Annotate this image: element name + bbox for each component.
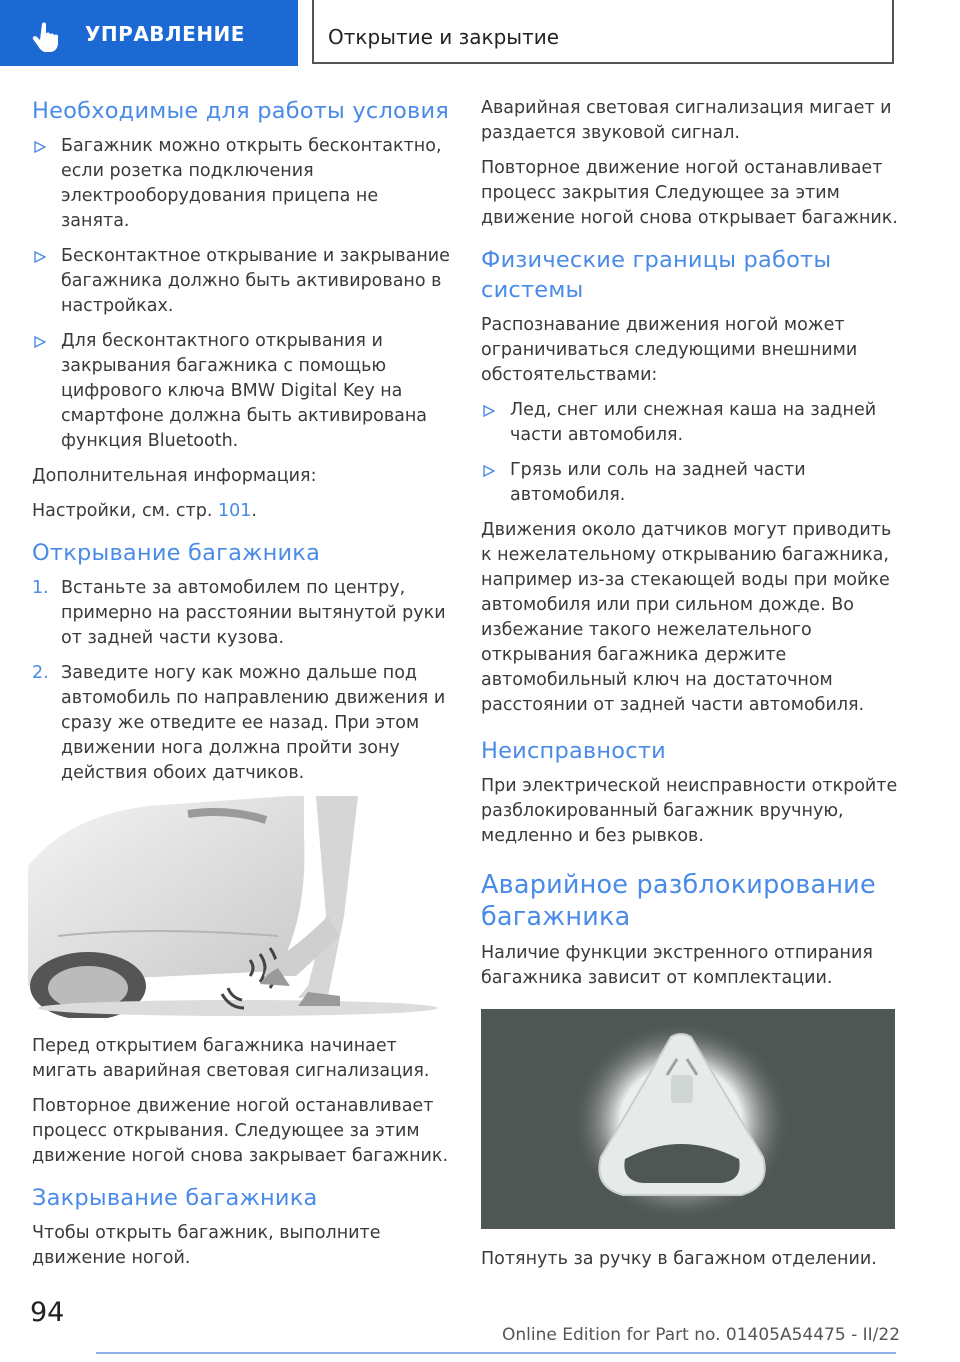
faults-paragraph: При электрической неисправности откройте разблокированный багажник вручную, медленно и без рывков. <box>481 776 898 846</box>
list-item: 2. Заведите ногу как можно дальше под автомобиль по направлению движения и сразу же отведите ее назад. При этом движении нога должна пройти зону действия обоих датчиков. <box>32 663 446 783</box>
page-number: 94 <box>30 1297 65 1328</box>
triangle-bullet-icon <box>34 251 46 263</box>
chapter-title: Открытие и закрытие <box>328 25 560 49</box>
closing-heading: Закрывание багажника <box>32 1185 318 1211</box>
hand-pointer-icon <box>30 20 64 54</box>
list-item: 1. Встаньте за автомобилем по центру, примерно на расстоянии вытянутой руки от задней части кузова. <box>32 578 446 648</box>
list-item: Грязь или соль на задней части автомобиля. <box>481 458 901 508</box>
triangle-bullet-icon <box>34 141 46 153</box>
right-column <box>481 96 901 1282</box>
limits-list <box>481 398 901 508</box>
emergency-paragraph: Наличие функции экстренного отпирания багажника зависит от комплектации. <box>481 943 873 988</box>
settings-reference: Настройки, см. стр. 101. <box>32 501 257 521</box>
opening-paragraph-1: Перед открытием багажника начинает мигать аварийная световая сигнализация. <box>32 1036 430 1081</box>
limits-paragraph: Движения около датчиков могут приводить к нежелательному открыванию багажника, например из-за стекающей воды при мойке автомобиля или при сильном дожде. Во избежание такого нежелательного открывания багажника держите автомобильный ключ на достаточном расстоянии от задней части автомобиля. <box>481 520 892 715</box>
list-item: Бесконтактное открывание и закрывание багажника должно быть активировано в настройках. <box>32 244 450 319</box>
kick-sensor-illustration <box>28 796 450 1022</box>
page-link[interactable]: 101 <box>217 501 252 521</box>
closing-paragraph-3: Повторное движение ногой останавливает процесс закрытия Следующее за этим движение ногой снова открывает багажник. <box>481 158 898 228</box>
closing-paragraph-2: Аварийная световая сигнализация мигает и раздается звуковой сигнал. <box>481 98 892 143</box>
closing-paragraph-1: Чтобы открыть багажник, выполните движение ногой. <box>32 1223 381 1268</box>
emergency-heading: Аварийное разблокирование багажника <box>481 870 876 932</box>
emergency-handle-illustration <box>481 1009 901 1233</box>
conditions-heading: Необходимые для работы условия <box>32 98 450 124</box>
limits-intro: Распознавание движения ногой может ограничиваться следующими внешними обстоятельствами: <box>481 315 858 385</box>
footer-divider <box>96 1352 896 1354</box>
list-item: Багажник можно открыть бесконтактно, если розетка подключения электрооборудования прицепа не занята. <box>32 134 450 234</box>
opening-heading: Открывание багажника <box>32 540 321 566</box>
left-column <box>32 96 450 1281</box>
more-info-label: Дополнительная информация: <box>32 466 317 486</box>
release-handle-image <box>481 1009 895 1229</box>
opening-paragraph-2: Повторное движение ногой останавливает процесс открывания. Следующее за этим движение ногой снова закрывает багажник. <box>32 1096 449 1166</box>
section-tab <box>0 0 298 66</box>
list-item: Лед, снег или снежная каша на задней части автомобиля. <box>481 398 901 448</box>
chapter-header <box>312 0 894 64</box>
triangle-bullet-icon <box>483 405 495 417</box>
car-foot-gesture-image <box>28 796 452 1018</box>
triangle-bullet-icon <box>34 336 46 348</box>
conditions-list <box>32 134 450 454</box>
triangle-bullet-icon <box>483 465 495 477</box>
faults-heading: Неисправности <box>481 738 666 764</box>
section-label: УПРАВЛЕНИЕ <box>85 22 245 46</box>
list-item: Для бесконтактного открывания и закрывания багажника с помощью цифрового ключа BMW Digital Key на смартфоне должна быть активирована функция Bluetooth. <box>32 329 450 454</box>
opening-steps <box>32 576 450 786</box>
limits-heading: Физические границы работы системы <box>481 247 832 303</box>
edition-note: Online Edition for Part no. 01405A54475 - II/22 <box>502 1325 901 1345</box>
image-caption: Потянуть за ручку в багажном отделении. <box>481 1249 877 1269</box>
